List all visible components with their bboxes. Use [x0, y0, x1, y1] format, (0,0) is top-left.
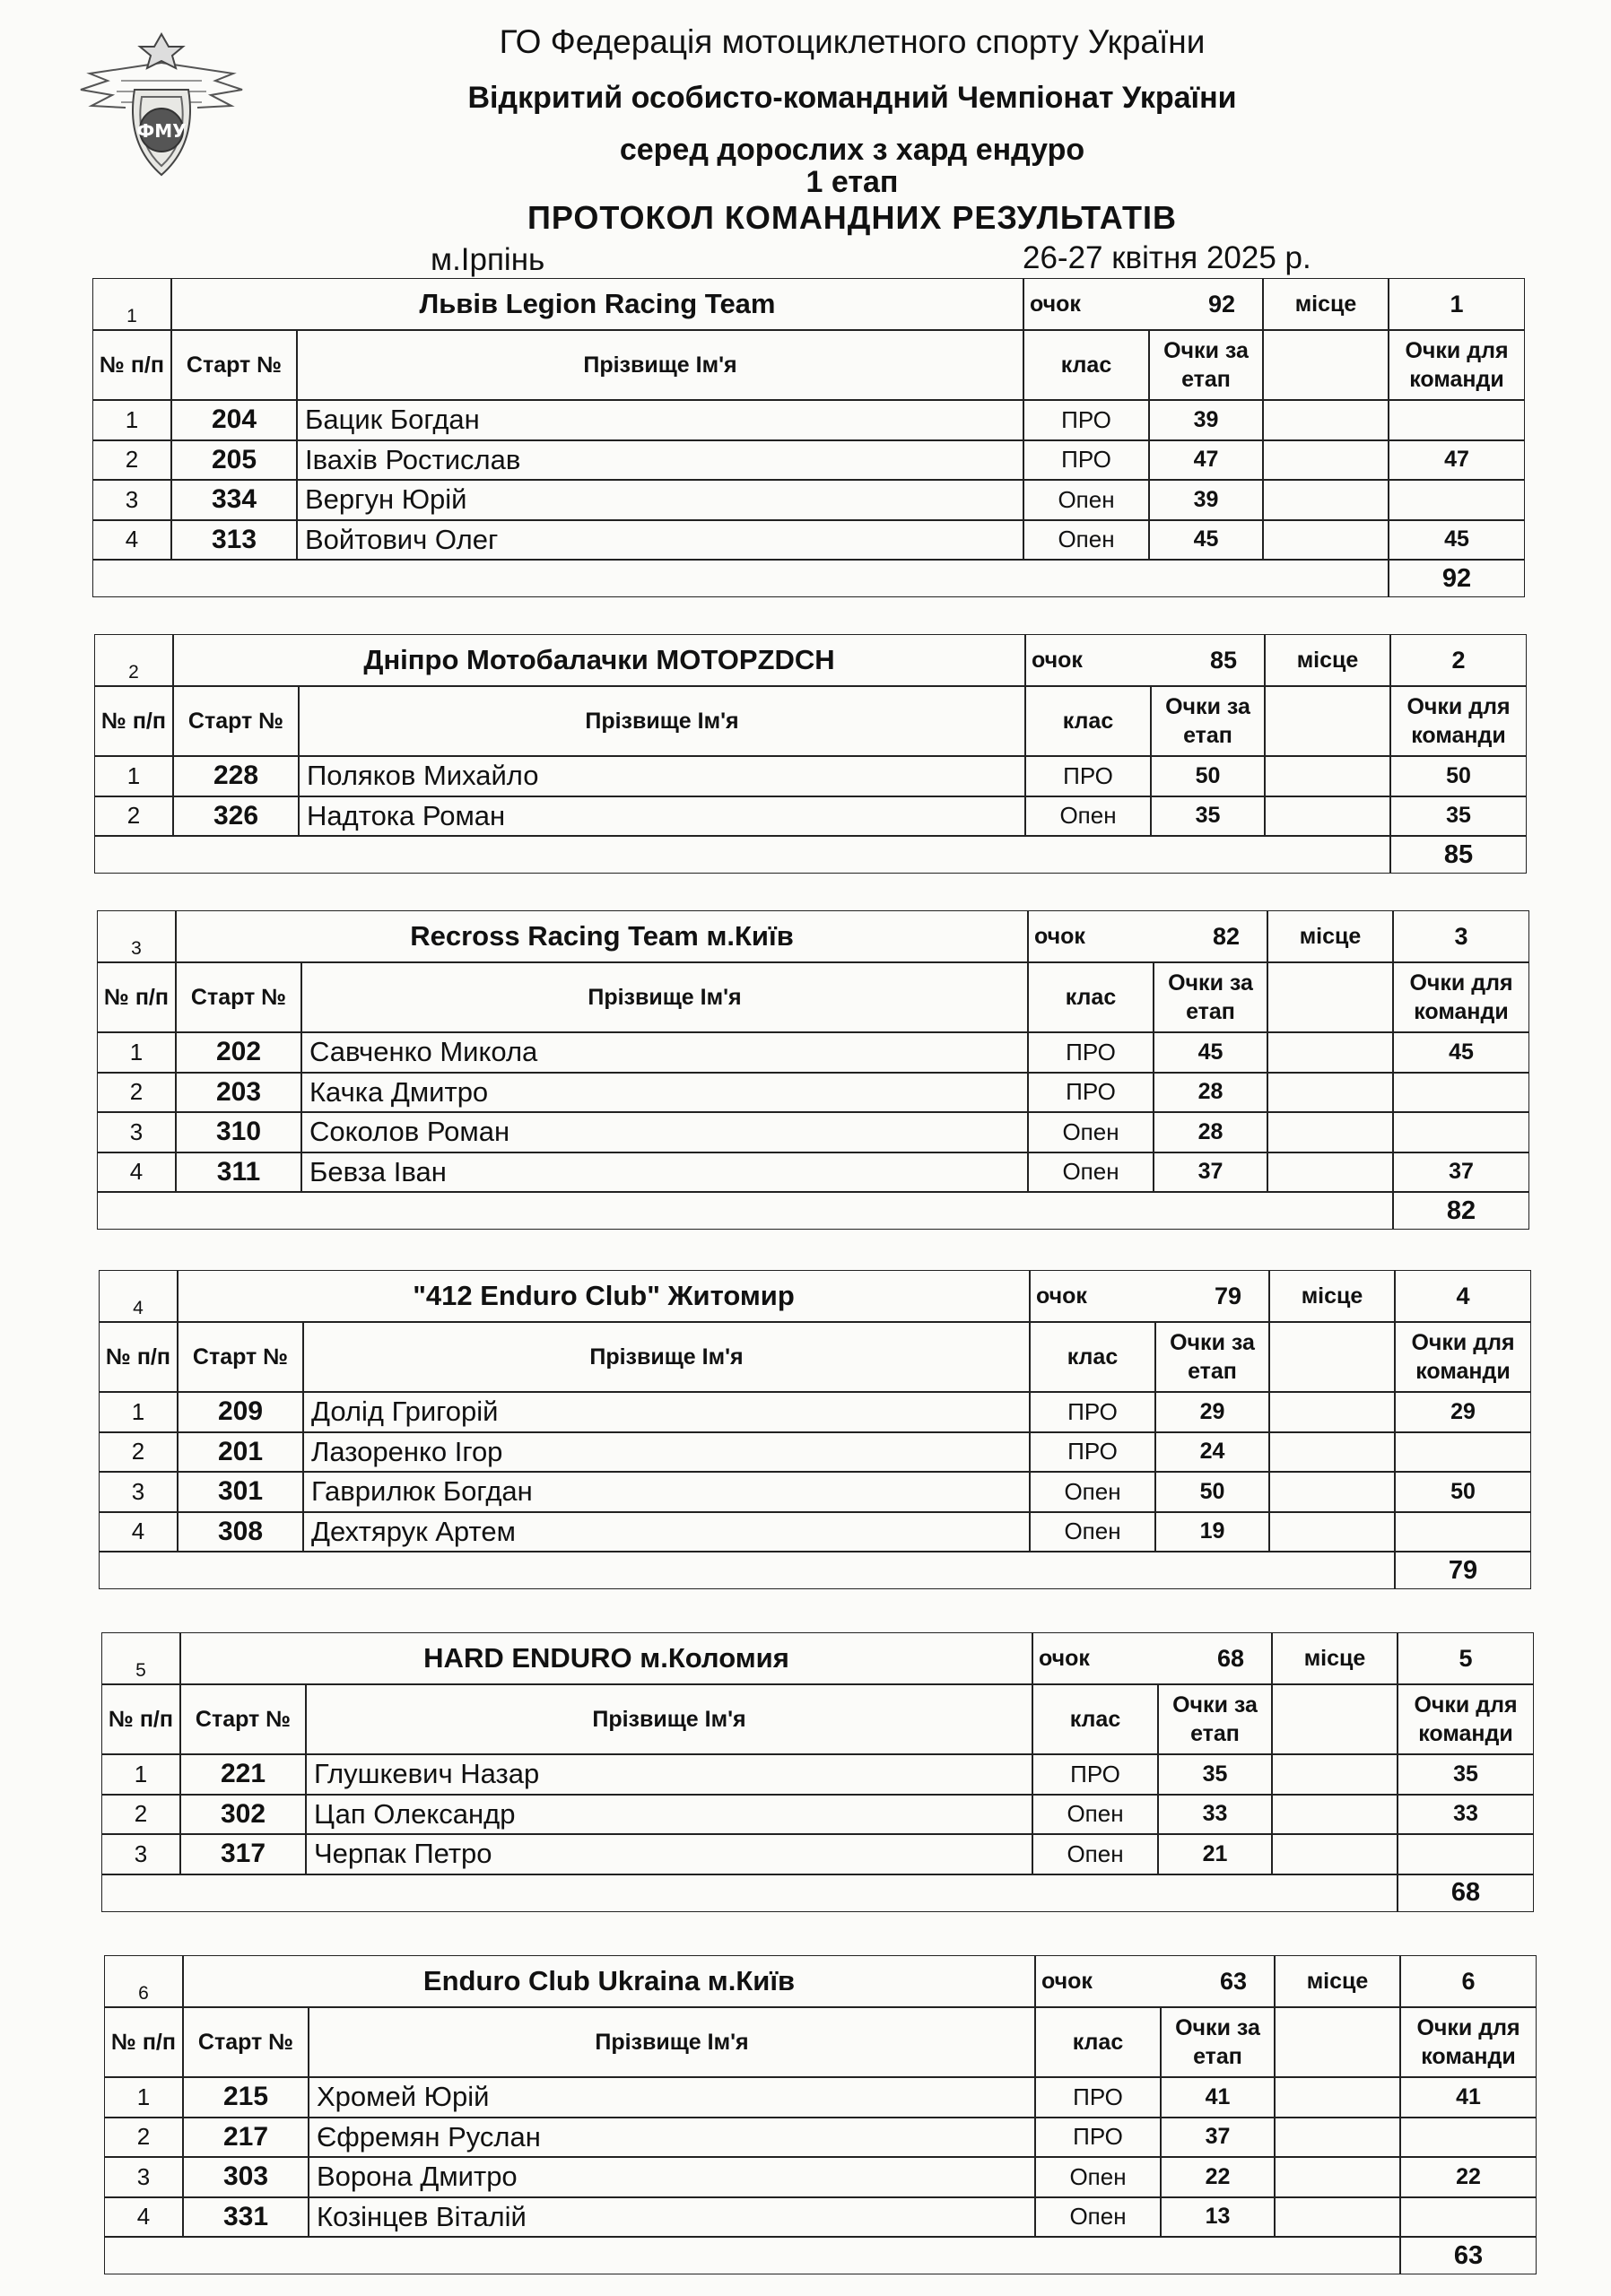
member-team-points: 22: [1400, 2157, 1537, 2197]
col-header-team-points: Очки для команди: [1400, 2007, 1537, 2077]
team-name: HARD ENDURO м.Коломия: [180, 1632, 1032, 1684]
member-class: Опен: [1030, 1472, 1155, 1512]
member-name: Івахів Ростислав: [297, 440, 1023, 481]
points-label: очок: [1025, 634, 1265, 686]
member-name: Хромей Юрій: [309, 2077, 1035, 2118]
col-header-team-points: Очки для команди: [1390, 686, 1527, 756]
place-label: місце: [1265, 634, 1390, 686]
col-header-stage-points: Очки за етап: [1149, 330, 1263, 400]
col-header-name: Прізвище Ім'я: [303, 1322, 1030, 1392]
member-team-points: [1393, 1112, 1529, 1152]
col-header-team-points: Очки для команди: [1395, 1322, 1531, 1392]
member-stage-points: 28: [1154, 1112, 1267, 1152]
member-team-points: 47: [1389, 440, 1525, 481]
member-name: Соколов Роман: [301, 1112, 1028, 1152]
member-empty-cell: [1263, 440, 1389, 481]
member-name: Ворона Дмитро: [309, 2157, 1035, 2197]
team-place: 4: [1395, 1270, 1531, 1322]
member-start-number: 217: [183, 2118, 309, 2158]
protocol-title: ПРОТОКОЛ КОМАНДНИХ РЕЗУЛЬТАТІВ: [527, 199, 1177, 236]
col-header-class: клас: [1025, 686, 1151, 756]
member-name: Цап Олександр: [306, 1795, 1032, 1835]
col-header-no: № п/п: [101, 1684, 180, 1754]
member-class: Опен: [1035, 2197, 1161, 2238]
team-points: 82: [1212, 922, 1241, 950]
member-stage-points: 22: [1161, 2157, 1275, 2197]
member-empty-cell: [1272, 1834, 1398, 1874]
member-class: ПРО: [1023, 400, 1149, 440]
member-stage-points: 33: [1158, 1795, 1272, 1835]
member-stage-points: 24: [1155, 1432, 1269, 1473]
member-no: 3: [97, 1112, 176, 1152]
member-stage-points: 47: [1149, 440, 1263, 481]
member-no: 4: [104, 2197, 183, 2238]
points-label: очок: [1023, 278, 1263, 330]
championship-title: Відкритий особисто-командний Чемпіонат України: [467, 81, 1237, 115]
col-header-team-points: Очки для команди: [1393, 962, 1529, 1032]
member-start-number: 303: [183, 2157, 309, 2197]
col-header-stage-points: Очки за етап: [1161, 2007, 1275, 2077]
member-team-points: 35: [1390, 796, 1527, 837]
member-start-number: 209: [178, 1392, 303, 1432]
total-row-blank: [97, 1192, 1393, 1230]
member-class: ПРО: [1030, 1432, 1155, 1473]
col-header-class: клас: [1028, 962, 1154, 1032]
member-empty-cell: [1275, 2118, 1400, 2158]
team-index: 4: [99, 1270, 178, 1322]
col-header-empty: [1269, 1322, 1395, 1392]
member-empty-cell: [1263, 480, 1389, 520]
member-class: Опен: [1028, 1152, 1154, 1193]
col-header-no: № п/п: [94, 686, 173, 756]
team-name: "412 Enduro Club" Житомир: [178, 1270, 1030, 1322]
member-class: ПРО: [1030, 1392, 1155, 1432]
team-total: 85: [1390, 836, 1527, 874]
col-header-class: клас: [1035, 2007, 1161, 2077]
col-header-name: Прізвище Ім'я: [306, 1684, 1032, 1754]
member-name: Гаврилюк Богдан: [303, 1472, 1030, 1512]
member-stage-points: 45: [1154, 1032, 1267, 1073]
member-start-number: 201: [178, 1432, 303, 1473]
place-label: місце: [1267, 910, 1393, 962]
member-empty-cell: [1263, 400, 1389, 440]
member-stage-points: 41: [1161, 2077, 1275, 2118]
member-no: 4: [97, 1152, 176, 1193]
member-no: 4: [99, 1512, 178, 1552]
team-points: 68: [1216, 1644, 1245, 1672]
col-header-class: клас: [1030, 1322, 1155, 1392]
member-empty-cell: [1269, 1472, 1395, 1512]
logo-text: ФМУ: [136, 120, 187, 142]
member-name: Бевза Іван: [301, 1152, 1028, 1193]
col-header-empty: [1263, 330, 1389, 400]
team-place: 1: [1389, 278, 1525, 330]
member-empty-cell: [1275, 2077, 1400, 2118]
member-empty-cell: [1267, 1032, 1393, 1073]
member-stage-points: 37: [1161, 2118, 1275, 2158]
member-team-points: 29: [1395, 1392, 1531, 1432]
member-empty-cell: [1272, 1754, 1398, 1795]
member-stage-points: 19: [1155, 1512, 1269, 1552]
member-class: ПРО: [1035, 2077, 1161, 2118]
member-start-number: 326: [173, 796, 299, 837]
member-team-points: 37: [1393, 1152, 1529, 1193]
member-name: Войтович Олег: [297, 520, 1023, 561]
col-header-empty: [1272, 1684, 1398, 1754]
category-title: серед дорослих з хард ендуро: [619, 133, 1085, 167]
member-name: Долід Григорій: [303, 1392, 1030, 1432]
member-start-number: 310: [176, 1112, 301, 1152]
member-start-number: 317: [180, 1834, 306, 1874]
member-stage-points: 50: [1151, 756, 1265, 796]
total-row-blank: [104, 2237, 1400, 2274]
member-empty-cell: [1275, 2157, 1400, 2197]
member-team-points: 35: [1398, 1754, 1534, 1795]
member-class: Опен: [1032, 1834, 1158, 1874]
member-stage-points: 28: [1154, 1073, 1267, 1113]
member-class: ПРО: [1028, 1032, 1154, 1073]
place-label: місце: [1275, 1955, 1400, 2007]
member-team-points: 50: [1395, 1472, 1531, 1512]
member-team-points: 33: [1398, 1795, 1534, 1835]
col-header-name: Прізвище Ім'я: [299, 686, 1025, 756]
member-team-points: [1393, 1073, 1529, 1113]
team-points: 79: [1214, 1282, 1242, 1309]
member-team-points: [1389, 480, 1525, 520]
col-header-empty: [1267, 962, 1393, 1032]
place-label: місце: [1263, 278, 1389, 330]
member-team-points: 41: [1400, 2077, 1537, 2118]
member-name: Черпак Петро: [306, 1834, 1032, 1874]
member-stage-points: 50: [1155, 1472, 1269, 1512]
member-class: Опен: [1023, 520, 1149, 561]
col-header-name: Прізвище Ім'я: [301, 962, 1028, 1032]
col-header-stage-points: Очки за етап: [1154, 962, 1267, 1032]
stage-title: 1 етап: [806, 165, 899, 199]
member-start-number: 203: [176, 1073, 301, 1113]
member-no: 2: [99, 1432, 178, 1473]
member-class: ПРО: [1028, 1073, 1154, 1113]
member-start-number: 204: [171, 400, 297, 440]
team-index: 6: [104, 1955, 183, 2007]
member-empty-cell: [1263, 520, 1389, 561]
member-name: Савченко Микола: [301, 1032, 1028, 1073]
team-total: 63: [1400, 2237, 1537, 2274]
member-name: Лазоренко Ігор: [303, 1432, 1030, 1473]
member-team-points: [1398, 1834, 1534, 1874]
member-empty-cell: [1267, 1152, 1393, 1193]
points-label: очок: [1028, 910, 1267, 962]
member-start-number: 334: [171, 480, 297, 520]
total-row-blank: [99, 1552, 1395, 1589]
member-no: 2: [94, 796, 173, 837]
member-empty-cell: [1269, 1432, 1395, 1473]
col-header-start: Старт №: [173, 686, 299, 756]
member-no: 2: [97, 1073, 176, 1113]
federation-title: ГО Федерація мотоциклетного спорту України: [499, 23, 1206, 60]
col-header-name: Прізвище Ім'я: [309, 2007, 1035, 2077]
member-no: 3: [101, 1834, 180, 1874]
member-class: ПРО: [1035, 2118, 1161, 2158]
member-start-number: 311: [176, 1152, 301, 1193]
member-class: Опен: [1032, 1795, 1158, 1835]
member-start-number: 331: [183, 2197, 309, 2238]
col-header-name: Прізвище Ім'я: [297, 330, 1023, 400]
col-header-no: № п/п: [97, 962, 176, 1032]
member-team-points: [1395, 1432, 1531, 1473]
member-team-points: [1400, 2197, 1537, 2238]
team-index: 3: [97, 910, 176, 962]
member-name: Єфремян Руслан: [309, 2118, 1035, 2158]
event-place: м.Ірпінь: [431, 242, 545, 277]
col-header-no: № п/п: [104, 2007, 183, 2077]
member-empty-cell: [1269, 1512, 1395, 1552]
member-start-number: 215: [183, 2077, 309, 2118]
team-total: 92: [1389, 560, 1525, 597]
member-no: 2: [101, 1795, 180, 1835]
place-label: місце: [1272, 1632, 1398, 1684]
member-start-number: 205: [171, 440, 297, 481]
col-header-stage-points: Очки за етап: [1151, 686, 1265, 756]
team-index: 2: [94, 634, 173, 686]
member-team-points: [1395, 1512, 1531, 1552]
col-header-start: Старт №: [180, 1684, 306, 1754]
team-place: 5: [1398, 1632, 1534, 1684]
member-no: 1: [94, 756, 173, 796]
member-class: ПРО: [1025, 756, 1151, 796]
col-header-stage-points: Очки за етап: [1158, 1684, 1272, 1754]
member-stage-points: 39: [1149, 400, 1263, 440]
member-team-points: 50: [1390, 756, 1527, 796]
member-empty-cell: [1272, 1795, 1398, 1835]
member-start-number: 313: [171, 520, 297, 561]
member-empty-cell: [1275, 2197, 1400, 2238]
member-start-number: 302: [180, 1795, 306, 1835]
member-team-points: [1389, 400, 1525, 440]
member-class: Опен: [1025, 796, 1151, 837]
member-team-points: 45: [1389, 520, 1525, 561]
col-header-start: Старт №: [183, 2007, 309, 2077]
federation-logo: [72, 27, 251, 184]
member-name: Надтока Роман: [299, 796, 1025, 837]
col-header-start: Старт №: [176, 962, 301, 1032]
place-label: місце: [1269, 1270, 1395, 1322]
member-team-points: 45: [1393, 1032, 1529, 1073]
member-start-number: 221: [180, 1754, 306, 1795]
team-total: 82: [1393, 1192, 1529, 1230]
member-stage-points: 39: [1149, 480, 1263, 520]
col-header-stage-points: Очки за етап: [1155, 1322, 1269, 1392]
col-header-no: № п/п: [99, 1322, 178, 1392]
member-no: 1: [104, 2077, 183, 2118]
event-date: 26-27 квітня 2025 р.: [1023, 240, 1311, 275]
col-header-team-points: Очки для команди: [1398, 1684, 1534, 1754]
member-empty-cell: [1265, 756, 1390, 796]
member-empty-cell: [1267, 1073, 1393, 1113]
member-no: 2: [92, 440, 171, 481]
member-name: Козінцев Віталій: [309, 2197, 1035, 2238]
team-place: 2: [1390, 634, 1527, 686]
member-class: Опен: [1030, 1512, 1155, 1552]
col-header-empty: [1265, 686, 1390, 756]
points-label: очок: [1032, 1632, 1272, 1684]
member-no: 1: [92, 400, 171, 440]
col-header-team-points: Очки для команди: [1389, 330, 1525, 400]
points-label: очок: [1035, 1955, 1275, 2007]
member-stage-points: 35: [1151, 796, 1265, 837]
col-header-class: клас: [1032, 1684, 1158, 1754]
member-no: 3: [92, 480, 171, 520]
team-name: Львів Legion Racing Team: [171, 278, 1023, 330]
member-name: Поляков Михайло: [299, 756, 1025, 796]
team-total: 79: [1395, 1552, 1531, 1589]
member-no: 1: [101, 1754, 180, 1795]
member-empty-cell: [1265, 796, 1390, 837]
col-header-start: Старт №: [171, 330, 297, 400]
team-name: Enduro Club Ukraina м.Київ: [183, 1955, 1035, 2007]
team-place: 6: [1400, 1955, 1537, 2007]
col-header-class: клас: [1023, 330, 1149, 400]
member-class: ПРО: [1023, 440, 1149, 481]
member-start-number: 202: [176, 1032, 301, 1073]
member-no: 1: [99, 1392, 178, 1432]
col-header-empty: [1275, 2007, 1400, 2077]
member-name: Вергун Юрій: [297, 480, 1023, 520]
points-label: очок: [1030, 1270, 1269, 1322]
team-name: Recross Racing Team м.Київ: [176, 910, 1028, 962]
member-no: 3: [99, 1472, 178, 1512]
member-no: 4: [92, 520, 171, 561]
member-stage-points: 21: [1158, 1834, 1272, 1874]
member-no: 3: [104, 2157, 183, 2197]
col-header-no: № п/п: [92, 330, 171, 400]
member-stage-points: 13: [1161, 2197, 1275, 2238]
member-class: Опен: [1023, 480, 1149, 520]
member-empty-cell: [1269, 1392, 1395, 1432]
member-name: Дехтярук Артем: [303, 1512, 1030, 1552]
team-index: 1: [92, 278, 171, 330]
member-class: ПРО: [1032, 1754, 1158, 1795]
team-total: 68: [1398, 1874, 1534, 1912]
member-no: 1: [97, 1032, 176, 1073]
member-team-points: [1400, 2118, 1537, 2158]
member-stage-points: 29: [1155, 1392, 1269, 1432]
member-stage-points: 37: [1154, 1152, 1267, 1193]
member-class: Опен: [1035, 2157, 1161, 2197]
total-row-blank: [94, 836, 1390, 874]
member-empty-cell: [1267, 1112, 1393, 1152]
total-row-blank: [92, 560, 1389, 597]
member-no: 2: [104, 2118, 183, 2158]
member-name: Бацик Богдан: [297, 400, 1023, 440]
col-header-start: Старт №: [178, 1322, 303, 1392]
team-place: 3: [1393, 910, 1529, 962]
member-stage-points: 35: [1158, 1754, 1272, 1795]
team-index: 5: [101, 1632, 180, 1684]
team-points: 85: [1209, 646, 1238, 674]
member-start-number: 308: [178, 1512, 303, 1552]
member-name: Качка Дмитро: [301, 1073, 1028, 1113]
member-name: Глушкевич Назар: [306, 1754, 1032, 1795]
total-row-blank: [101, 1874, 1398, 1912]
team-name: Дніпро Мотобалачки MOTOPZDCH: [173, 634, 1025, 686]
member-start-number: 228: [173, 756, 299, 796]
member-stage-points: 45: [1149, 520, 1263, 561]
member-class: Опен: [1028, 1112, 1154, 1152]
team-points: 92: [1207, 290, 1236, 317]
member-start-number: 301: [178, 1472, 303, 1512]
team-points: 63: [1219, 1967, 1248, 1995]
